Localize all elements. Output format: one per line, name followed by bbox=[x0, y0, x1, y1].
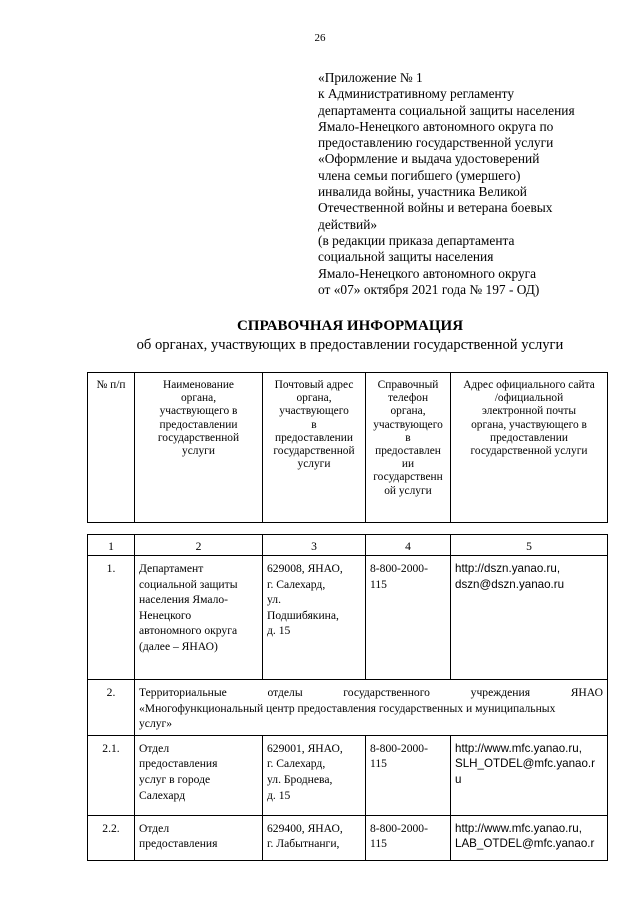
phone-cell: 8-800-2000- 115 bbox=[366, 815, 451, 860]
group-heading-cell bbox=[135, 680, 608, 736]
header-cell-name: Наименование органа, участвующего в предоставлении государственной услуги bbox=[135, 373, 263, 523]
row-number: 1. bbox=[88, 556, 135, 680]
table-row bbox=[88, 556, 608, 680]
header-cell-phone: Справочный телефон органа, участвующего в предоставлен ии государственн ой услуги bbox=[366, 373, 451, 523]
postal-address-cell: 629001, ЯНАО, г. Салехард, ул. Броднева, д. 15 bbox=[263, 735, 366, 815]
table-row bbox=[88, 680, 608, 736]
table-row bbox=[88, 735, 608, 815]
postal-address-cell: 629400, ЯНАО, г. Лабытнанги, bbox=[263, 815, 366, 860]
group-heading-line: Территориальные отделы государственного учреждения ЯНАО bbox=[139, 686, 603, 699]
website-email-cell bbox=[451, 815, 608, 860]
appendix-line: члена семьи погибшего (умершего) bbox=[318, 167, 521, 183]
appendix-line: «Оформление и выдача удостоверений bbox=[318, 151, 540, 167]
org-name-cell: Отдел предоставления услуг в городе Салехард bbox=[135, 735, 263, 815]
phone-cell: 8-800-2000- 115 bbox=[366, 556, 451, 680]
document-subtitle: об органах, участвующих в предоставлении государственной услуги bbox=[136, 337, 564, 353]
page-number: 26 bbox=[314, 32, 326, 44]
website-link[interactable]: http://www.mfc.yanao.ru, bbox=[455, 741, 582, 755]
appendix-line: социальной защиты населения bbox=[318, 249, 494, 265]
table-header-row bbox=[88, 373, 608, 523]
column-number: 1 bbox=[88, 535, 135, 556]
appendix-line: «Приложение № 1 bbox=[318, 70, 423, 85]
organizations-table bbox=[87, 534, 608, 861]
email-link[interactable]: LAB_OTDEL@mfc.yanao.r bbox=[455, 837, 595, 851]
column-number: 2 bbox=[135, 535, 263, 556]
header-cell-number: № п/п bbox=[88, 373, 135, 523]
appendix-line: Отечественной войны и ветерана боевых bbox=[318, 200, 553, 216]
appendix-line: Ямало-Ненецкого автономного округа по bbox=[318, 118, 554, 134]
header-cell-website: Адрес официального сайта /официальной электронной почты органа, участвующего в предоставлении государственной услуги bbox=[451, 373, 608, 523]
email-link[interactable]: dszn@dszn.yanao.ru bbox=[455, 577, 565, 591]
appendix-line: инвалида войны, участника Великой bbox=[318, 184, 527, 200]
email-link[interactable]: SLH_OTDEL@mfc.yanao.r bbox=[455, 757, 595, 771]
website-link[interactable]: http://www.mfc.yanao.ru, bbox=[455, 821, 582, 835]
appendix-line: предоставлению государственной услуги bbox=[318, 135, 554, 151]
row-number: 2.2. bbox=[88, 815, 135, 860]
table-header bbox=[87, 372, 608, 523]
document-title: СПРАВОЧНАЯ ИНФОРМАЦИЯ bbox=[236, 318, 464, 334]
appendix-note bbox=[318, 70, 618, 298]
website-email-cell bbox=[451, 556, 608, 680]
appendix-line: от «07» октября 2021 года № 197 - ОД) bbox=[318, 281, 540, 297]
header-cell-address: Почтовый адрес органа, участвующего в предоставлении государственной услуги bbox=[263, 373, 366, 523]
appendix-line: к Административному регламенту bbox=[318, 86, 515, 102]
website-email-cell bbox=[451, 735, 608, 815]
column-number: 5 bbox=[451, 535, 608, 556]
phone-cell: 8-800-2000- 115 bbox=[366, 735, 451, 815]
postal-address-cell: 629008, ЯНАО, г. Салехард, ул. Подшибякина, д. 15 bbox=[263, 556, 366, 680]
website-link[interactable]: http://dszn.yanao.ru, bbox=[455, 562, 561, 575]
row-number: 2.1. bbox=[88, 735, 135, 815]
table-row bbox=[88, 815, 608, 860]
appendix-line: Ямало-Ненецкого автономного округа bbox=[318, 265, 537, 281]
appendix-line: действий» bbox=[318, 216, 378, 232]
column-number: 4 bbox=[366, 535, 451, 556]
org-name-cell: Отдел предоставления bbox=[135, 815, 263, 860]
group-heading-line: услуг» bbox=[139, 717, 173, 731]
row-number: 2. bbox=[88, 680, 135, 736]
email-link-continued[interactable]: u bbox=[455, 772, 462, 786]
appendix-line: (в редакции приказа департамента bbox=[318, 232, 515, 248]
org-name-cell: Департамент социальной защиты населения Ямало- Ненецкого автономного округа (далее – ЯНАО) bbox=[135, 556, 263, 680]
column-number: 3 bbox=[263, 535, 366, 556]
column-numbers-row bbox=[88, 535, 608, 556]
appendix-line: департамента социальной защиты населения bbox=[318, 102, 575, 118]
group-heading-line: «Многофункциональный центр предоставления государственных и муниципальных bbox=[139, 701, 556, 715]
